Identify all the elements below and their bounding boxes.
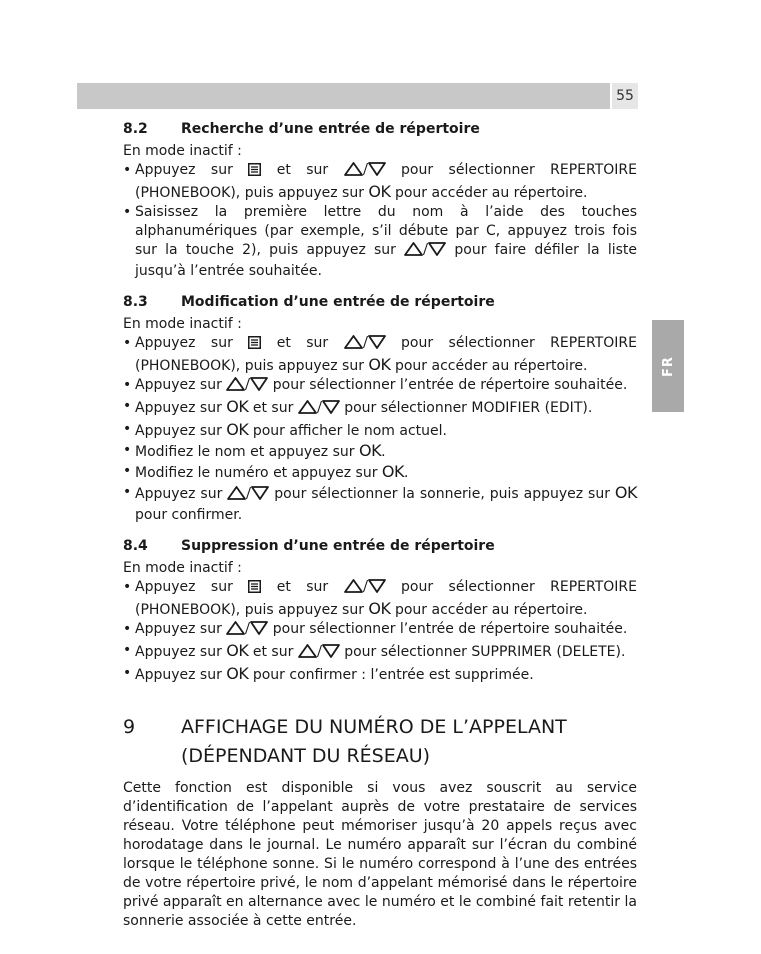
list-item: • Appuyez sur OK pour confirmer : l’entrée est supprimée. — [123, 664, 637, 685]
ok-key-icon: OK — [226, 420, 249, 439]
list-item: • Saisissez la première lettre du nom à l’aide des touches alphanumériques (par exemple, s’il débute par C, appuyez trois fois sur la touche 2), puis appuyez sur pour faire défiler la liste jusqu’à l’entrée souhaitée. — [123, 203, 637, 281]
section-8-2-title: 8.2 Recherche d’une entrée de répertoire — [123, 121, 480, 137]
section-8-2-list — [123, 161, 637, 281]
chapter-9-paragraph: Cette fonction est disponible si vous avez souscrit au service d’identification de l’appelant auprès de votre prestataire de services réseau. Votre téléphone peut mémoriser jusqu’à 20 appels reçus avec horodatage dans le journal. Le numéro apparaît sur l’écran du combiné lorsque le téléphone sonne. Si le numéro correspond à l’une des entrées de votre répertoire privé, le nom d’appelant mémorisé dans le répertoire privé apparaît en alternance avec le numéro et le combiné fait retentir la sonnerie associée à cette entrée. — [123, 780, 637, 929]
language-tab — [652, 320, 684, 412]
list-item: • Appuyez sur pour sélectionner la sonnerie, puis appuyez sur OK pour confirmer. — [123, 483, 637, 525]
list-item: • Modifiez le nom et appuyez sur OK. — [123, 441, 637, 462]
section-8-4-intro: En mode inactif : — [123, 560, 242, 576]
ok-key-icon: OK — [226, 664, 249, 683]
list-item: • Appuyez sur et sur pour sélectionner REPERTOIRE (PHONEBOOK), puis appuyez sur OK pour accéder au répertoire. — [123, 334, 637, 376]
section-8-2-intro: En mode inactif : — [123, 143, 242, 159]
list-item: • Appuyez sur OK et sur pour sélectionner SUPPRIMER (DELETE). — [123, 641, 637, 664]
up-down-icon — [226, 377, 268, 397]
section-8-3-intro: En mode inactif : — [123, 316, 242, 332]
ok-key-icon: OK — [358, 441, 382, 460]
menu-icon — [248, 163, 261, 182]
up-down-icon — [298, 644, 340, 664]
section-8-4-list — [123, 578, 637, 685]
list-item: • Appuyez sur pour sélectionner l’entrée de répertoire souhaitée. — [123, 376, 637, 397]
ok-key-icon: OK — [381, 462, 405, 481]
section-8-3-title: 8.3 Modification d’une entrée de répertoire — [123, 294, 495, 310]
menu-icon — [248, 580, 261, 599]
header-bar — [77, 83, 610, 109]
section-8-3-list — [123, 334, 637, 525]
chapter-9-title: 9 AFFICHAGE DU NUMÉRO DE L’APPELANT (DÉPENDANT DU RÉSEAU) — [123, 716, 567, 767]
up-down-icon — [344, 335, 386, 355]
ok-key-icon: OK — [226, 641, 249, 660]
up-down-icon — [344, 579, 386, 599]
ok-key-icon: OK — [614, 483, 638, 502]
up-down-icon — [226, 621, 268, 641]
ok-key-icon: OK — [368, 182, 391, 201]
ok-key-icon: OK — [368, 355, 391, 374]
list-item: • Appuyez sur OK pour afficher le nom actuel. — [123, 420, 637, 441]
language-tab-label: FR — [660, 355, 676, 377]
section-8-4-title: 8.4 Suppression d’une entrée de répertoire — [123, 538, 495, 554]
up-down-icon — [227, 486, 269, 506]
up-down-icon — [404, 242, 446, 262]
list-item: • Appuyez sur et sur pour sélectionner REPERTOIRE (PHONEBOOK), puis appuyez sur OK pour accéder au répertoire. — [123, 161, 637, 203]
ok-key-icon: OK — [368, 599, 391, 618]
list-item: • Appuyez sur et sur pour sélectionner REPERTOIRE (PHONEBOOK), puis appuyez sur OK pour accéder au répertoire. — [123, 578, 637, 620]
ok-key-icon: OK — [226, 397, 249, 416]
list-item: • Modifiez le numéro et appuyez sur OK. — [123, 462, 637, 483]
page-number: 55 — [612, 83, 638, 109]
list-item: • Appuyez sur pour sélectionner l’entrée de répertoire souhaitée. — [123, 620, 637, 641]
page-content — [123, 120, 637, 931]
menu-icon — [248, 336, 261, 355]
up-down-icon — [344, 162, 386, 182]
list-item: • Appuyez sur OK et sur pour sélectionner MODIFIER (EDIT). — [123, 397, 637, 420]
up-down-icon — [298, 400, 340, 420]
